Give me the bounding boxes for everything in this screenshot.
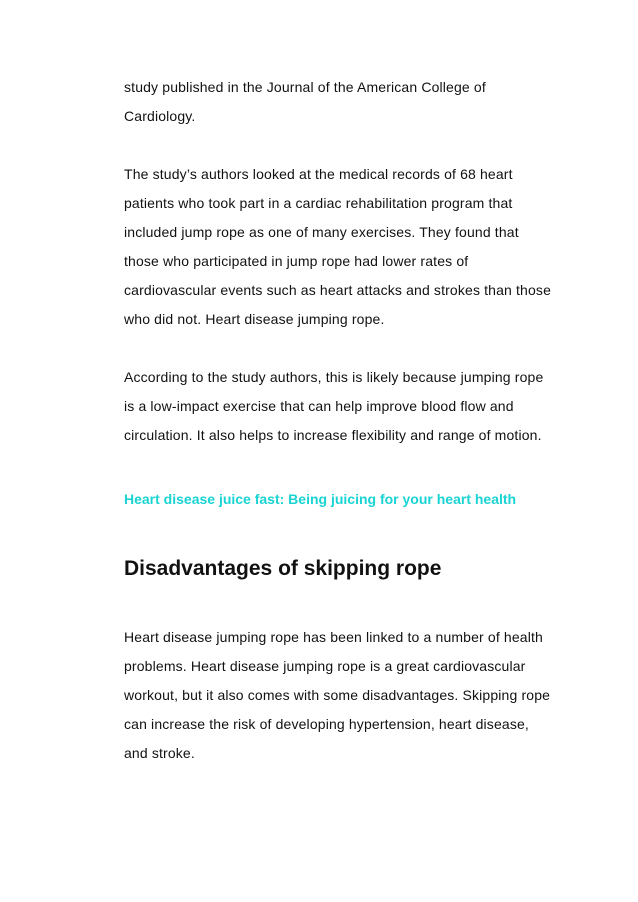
section-heading: Disadvantages of skipping rope [124, 557, 442, 580]
paragraph-3-line-1: According to the study authors, this is likely because jumping rope [124, 369, 544, 385]
paragraph-2-line-5: cardiovascular events such as heart attacks and strokes than those [124, 282, 552, 298]
paragraph-1-line-1: study published in the Journal of the American College of [124, 79, 486, 95]
closing-paragraph-line-4: can increase the risk of developing hypertension, heart disease, [124, 716, 529, 732]
heart-disease-juice-fast-link[interactable]: Heart disease juice fast: Being juicing for your heart health [124, 491, 517, 507]
paragraph-2-line-4: those who participated in jump rope had lower rates of [124, 253, 469, 269]
paragraph-3-line-2: is a low-impact exercise that can help improve blood flow and [124, 398, 514, 414]
paragraph-2-line-6: who did not. Heart disease jumping rope. [124, 311, 385, 327]
paragraph-1-line-2: Cardiology. [124, 108, 196, 124]
paragraph-3-line-3: circulation. It also helps to increase flexibility and range of motion. [124, 427, 542, 443]
closing-paragraph-line-1: Heart disease jumping rope has been linked to a number of health [124, 629, 543, 645]
closing-paragraph-line-3: workout, but it also comes with some disadvantages. Skipping rope [124, 687, 551, 703]
closing-paragraph-line-2: problems. Heart disease jumping rope is a great cardiovascular [124, 658, 526, 674]
paragraph-2-line-3: included jump rope as one of many exercises. They found that [124, 224, 519, 240]
paragraph-2-line-2: patients who took part in a cardiac rehabilitation program that [124, 195, 513, 211]
paragraph-2-line-1: The study’s authors looked at the medical records of 68 heart [124, 166, 513, 182]
closing-paragraph-line-5: and stroke. [124, 745, 195, 761]
